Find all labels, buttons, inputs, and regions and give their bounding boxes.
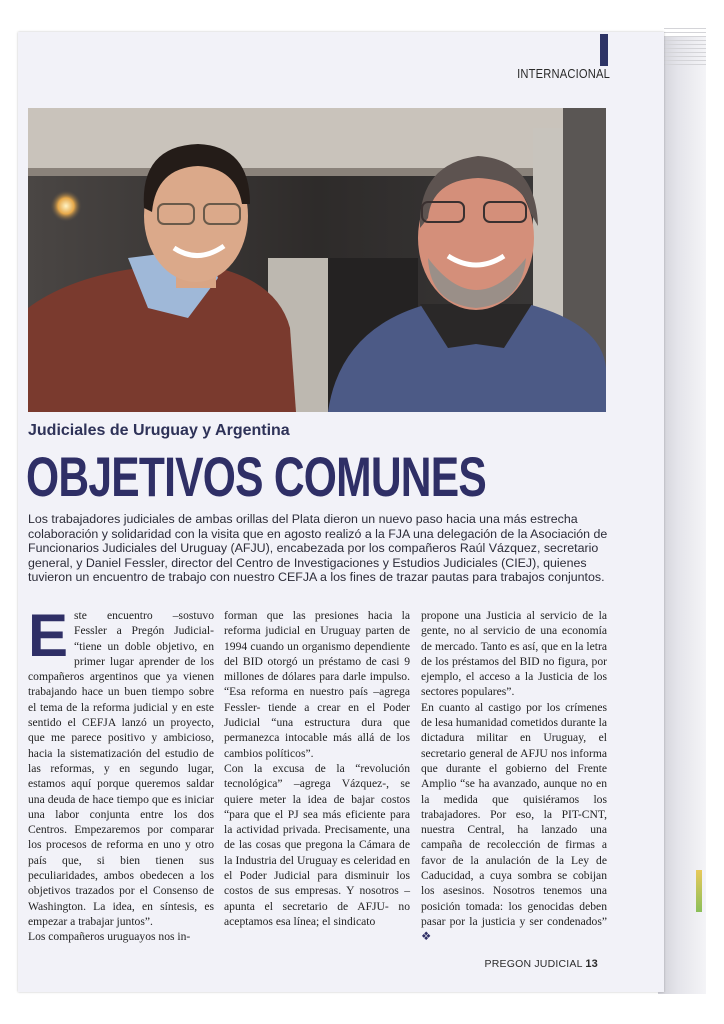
section-label: INTERNACIONAL: [517, 66, 610, 81]
magazine-page: [18, 32, 664, 992]
column-1-paragraph-2: Los compañeros uruguayos nos in-: [28, 930, 191, 944]
article-lead: Los trabajadores judiciales de ambas orillas del Plata dieron un nuevo paso hacia una más estrecha colaboración y solidaridad con la visita que en agosto realizó a la FJA una delegación de la Asociación de Funcionarios Judiciales del Uruguay (AFJU), encabezada por los compañeros Raúl Vázquez, secretario general, y Daniel Fessler, director del Centro de Investigaciones y Estudios Judiciales (CIEJ), quienes tuvieron un encuentro de trabajo con nuestro CEFJA a los fines de trazar pautas para trabajos conjuntos.: [28, 512, 608, 585]
end-of-article-icon: ❖: [421, 930, 432, 944]
photo-two-men-smiling: [28, 108, 606, 412]
page-number: 13: [585, 958, 598, 970]
page-edge-color-mark: [696, 870, 702, 912]
article-column-3: [421, 608, 607, 945]
publication-name: PREGON JUDICIAL: [484, 958, 583, 970]
article-column-2: [224, 608, 410, 929]
column-2-paragraph-1: forman que las presiones hacia la reforma judicial en Uruguay parten de 1994 cuando un organismo dependiente del BID otorgó un préstamo de casi 9 millones de dólares para darle impulso. “Esa reforma en nuestro país –agrega Fessler- tiende a crear en el Poder Judicial “una estructura dura que permanezca intocable más allá de los cambios políticos”.: [224, 609, 410, 760]
page-footer: [485, 958, 598, 970]
drop-cap: E: [28, 602, 69, 669]
column-2-paragraph-2: Con la excusa de la “revolución tecnológica” –agrega Vázquez-, se quiere meter la idea de bajar costos “para que el PJ sea más eficiente para la actividad privada. Precisamente, una de las cosas que pregona la Cámara de la Industria del Uruguay es celeridad en el Poder Judicial para disminuir los costos de sus empresas. Y nosotros –apunta el secretario de AFJU- no aceptamos esa línea; el sindicato: [224, 761, 410, 928]
page-shadow: [658, 36, 706, 994]
column-3-paragraph-2-text: En cuanto al castigo por los crímenes de lesa humanidad cometidos durante la dictadura militar en Uruguay, el secretario general de AFJU nos informa que durante el gobierno del Frente Amplio “se ha avanzado, aunque no en la medida que quisiéramos los trabajadores. Por eso, la PIT-CNT, nuestra Central, ha lanzado una campaña de recolección de firmas a favor de la anulación de la Ley de Caducidad, a cuya sombra se cobijan los asesinos. Nosotros tenemos una posición tomada: los genocidas deben pasar por la justicia y ser condenados”: [421, 700, 607, 928]
article-photo: [28, 108, 606, 412]
article-kicker: Judiciales de Uruguay y Argentina: [28, 422, 290, 439]
article-headline: OBJETIVOS COMUNES: [26, 445, 487, 508]
page-edge-lines: [664, 28, 706, 68]
article-column-1: [28, 602, 214, 945]
column-3-paragraph-2: [421, 700, 607, 945]
column-1-paragraph-1: ste encuentro –sostuvo Fessler a Pregón Judicial- “tiene un doble objetivo, en primer lugar aprender de los compañeros argentinos que ya vienen trabajando hace un buen tiempo sobre el tema de la reforma judicial y en este sentido el CEFJA lanzó un proyecto, que me parece positivo y ambicioso, hacia la sistematización del estudio de las reformas, y en segundo lugar, estamos aquí porque queremos saldar una deuda de hace tiempo que es iniciar una labor conjunta entre los dos Centros. Empezaremos por comparar los procesos de reforma en uno y otro país que, si bien tienen sus peculiaridades, ambos obedecen a los objetivos trazados por el Consenso de Washington. La idea, en síntesis, es empezar a trabajar juntos”.: [28, 609, 214, 928]
section-bar: [600, 34, 608, 66]
column-3-paragraph-1: propone una Justicia al servicio de la gente, no al servicio de una economía de mercado. Tanto es así, que en la letra de los préstamos del BID no figura, por ejemplo, el acceso a la Justicia de los sectores populares”.: [421, 609, 607, 699]
